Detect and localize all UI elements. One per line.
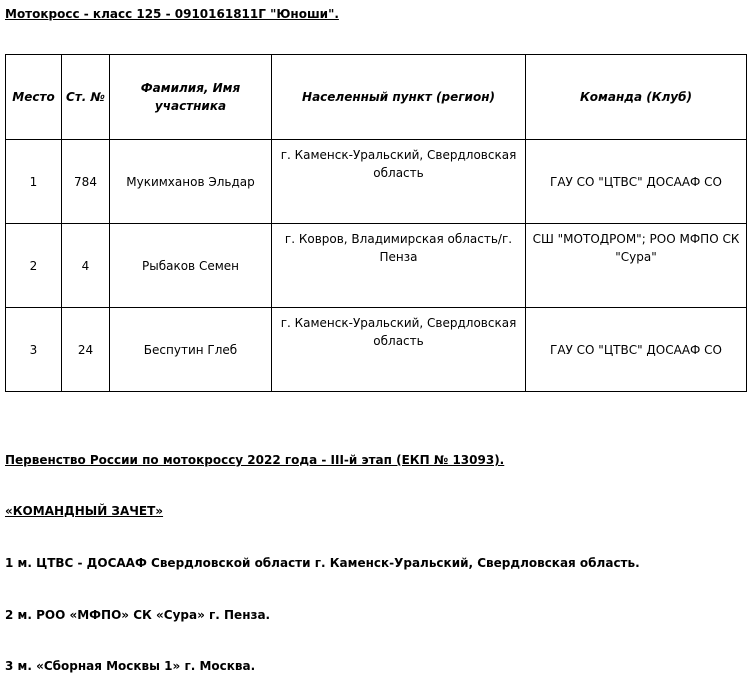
- section-title: Мотокросс - класс 125 - 0910161811Г "Юноши".: [5, 7, 339, 21]
- cell-place: 2: [6, 224, 62, 308]
- header-city: Населенный пункт (регион): [272, 55, 526, 140]
- cell-name: Мукимханов Эльдар: [110, 140, 272, 224]
- team-result-item: 3 м. «Сборная Москвы 1» г. Москва.: [5, 659, 256, 673]
- cell-place: 1: [6, 140, 62, 224]
- cell-city: г. Каменск-Уральский, Свердловская область: [272, 140, 526, 224]
- cell-team: ГАУ СО "ЦТВС" ДОСААФ СО: [526, 308, 747, 392]
- cell-name: Беспутин Глеб: [110, 308, 272, 392]
- cell-number: 784: [62, 140, 110, 224]
- table-row: [6, 308, 747, 392]
- team-result-item: 2 м. РОО «МФПО» СК «Сура» г. Пенза.: [5, 608, 271, 622]
- cell-team: СШ "МОТОДРОМ"; РОО МФПО СК "Сура": [526, 224, 747, 308]
- results-table: [5, 54, 747, 392]
- cell-place: 3: [6, 308, 62, 392]
- cell-team: ГАУ СО "ЦТВС" ДОСААФ СО: [526, 140, 747, 224]
- header-team: Команда (Клуб): [526, 55, 747, 140]
- table-row: [6, 140, 747, 224]
- championship-title: Первенство России по мотокроссу 2022 года - III-й этап (ЕКП № 13093).: [5, 453, 505, 467]
- table-row: [6, 224, 747, 308]
- cell-number: 4: [62, 224, 110, 308]
- header-place: Место: [6, 55, 62, 140]
- cell-number: 24: [62, 308, 110, 392]
- cell-name: Рыбаков Семен: [110, 224, 272, 308]
- cell-city: г. Каменск-Уральский, Свердловская область: [272, 308, 526, 392]
- header-number: Ст. №: [62, 55, 110, 140]
- team-standings-title: «КОМАНДНЫЙ ЗАЧЕТ»: [5, 504, 164, 518]
- team-result-item: 1 м. ЦТВС - ДОСААФ Свердловской области г. Каменск-Уральский, Свердловская область.: [5, 556, 640, 570]
- header-name: Фамилия, Имя участника: [110, 55, 272, 140]
- table-header-row: [6, 55, 747, 140]
- cell-city: г. Ковров, Владимирская область/г. Пенза: [272, 224, 526, 308]
